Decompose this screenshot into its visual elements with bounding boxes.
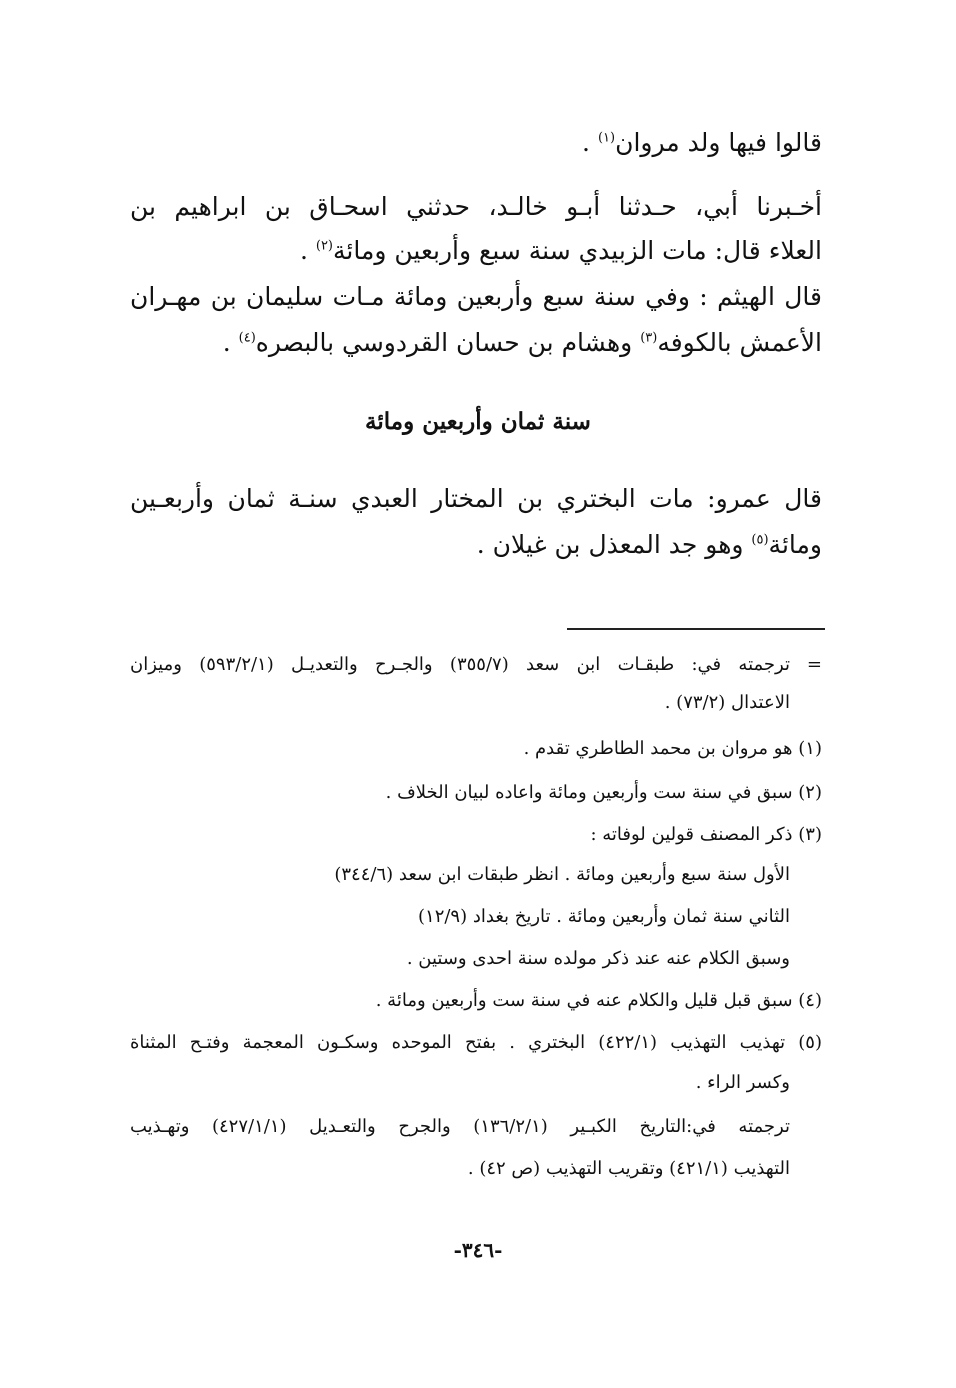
footnote-2: (٢) سبق في سنة ست وأربعين ومائة واعاده لبيان الخلاف . [385, 782, 822, 803]
main-text-line-7: ومائة$^{(٥)}$ وهو جد المعذل بن غيلان . [476, 530, 822, 559]
footnote-continuation-marker: = [806, 654, 822, 675]
text-run: الأعمش بالكوفه [657, 328, 822, 357]
footnote-ref-3: (٣) [640, 330, 658, 346]
main-text-line-5: الأعمش بالكوفه$^{(٣)}$ وهشام بن حسان القردوسي بالبصره$^{(٤)}$ . [222, 328, 822, 357]
text-run: قالوا فيها ولد مروان [615, 128, 822, 157]
main-text-line-6: قال عمرو: مات البختري بن المختار العبدي سنـة ثمان وأربعـين [130, 484, 822, 513]
footnote-3: (٣) ذكر المصنف قولين لوفاته : [590, 824, 822, 845]
main-text-line-2: أخـبرنا أبي، حـدثنا أبـو خالـد، حدثني اسحـاق بن ابراهيم بن [130, 192, 822, 221]
main-text-line-1: قالوا فيها ولد مروان$^{(١)}$ . [582, 128, 822, 157]
footnote-ref-1: (١) [597, 130, 616, 146]
footnote-ref-5: (٥) [751, 532, 769, 548]
text-run: وهو جد المعذل بن غيلان [492, 530, 752, 559]
main-text-line-4: قال الهيثم : وفي سنة سبع وأربعين ومائة مـات سليمان بن مهـران [130, 282, 822, 311]
footnote-3-item-2: الثاني سنة ثمان وأربعين ومائة . تاريخ بغداد (١٢/٩) [418, 906, 790, 927]
text-run: ومائة [768, 530, 822, 559]
footnote-continuation-line-2: الاعتدال (٧٣/٢) . [664, 692, 790, 713]
footnote-continuation-line-1: ترجمته في: طبقـات ابن سعد (٣٥٥/٧) والجـرح والتعديـل (٥٩٣/٢/١) وميزان [130, 654, 790, 675]
footnote-5-line-3: ترجمته في:التاريخ الكبـير (١٣٦/٢/١) والجرح والتعـديل (٤٢٧/١/١) وتهـذيب [130, 1116, 790, 1137]
footnote-4: (٤) سبق قبل قليل والكلام عنه في سنة ست وأربعين ومائة . [375, 990, 822, 1011]
footnote-ref-4: (٤) [238, 330, 256, 346]
page-number: -٣٤٦- [453, 1238, 503, 1262]
footnote-5-line-4: التهذيب (٤٢١/١) وتقريب التهذيب (ص ٤٢) . [467, 1158, 790, 1179]
footnote-3-item-3: وسبق الكلام عنه عند ذكر مولده سنة احدى وستين . [406, 948, 790, 969]
footnote-5-line-1: (٥) تهذيب التهذيب (٤٢٢/١) البختري . بفتح الموحده وسكـون المعجمة وفتـح المثناة [130, 1032, 822, 1053]
footnote-5-line-2: وكسر الراء . [695, 1072, 790, 1093]
section-heading: سنة ثمان وأربعين ومائة [365, 408, 591, 435]
text-run: العلاء قال: مات الزبيدي سنة سبع وأربعين ومائة [333, 236, 822, 265]
footnote-1: (١) هو مروان بن محمد الطاطري تقدم . [523, 738, 822, 759]
text-run: وهشام بن حسان القردوسي بالبصره [255, 328, 641, 357]
footnote-ref-2: (٢) [315, 238, 333, 254]
footnote-3-item-1: الأول سنة سبع وأربعين ومائة . انظر طبقات ابن سعد (٣٤٤/٦) [334, 864, 790, 885]
footnote-divider [567, 628, 825, 630]
main-text-line-3: العلاء قال: مات الزبيدي سنة سبع وأربعين ومائة$^{(٢)}$ . [299, 236, 822, 265]
